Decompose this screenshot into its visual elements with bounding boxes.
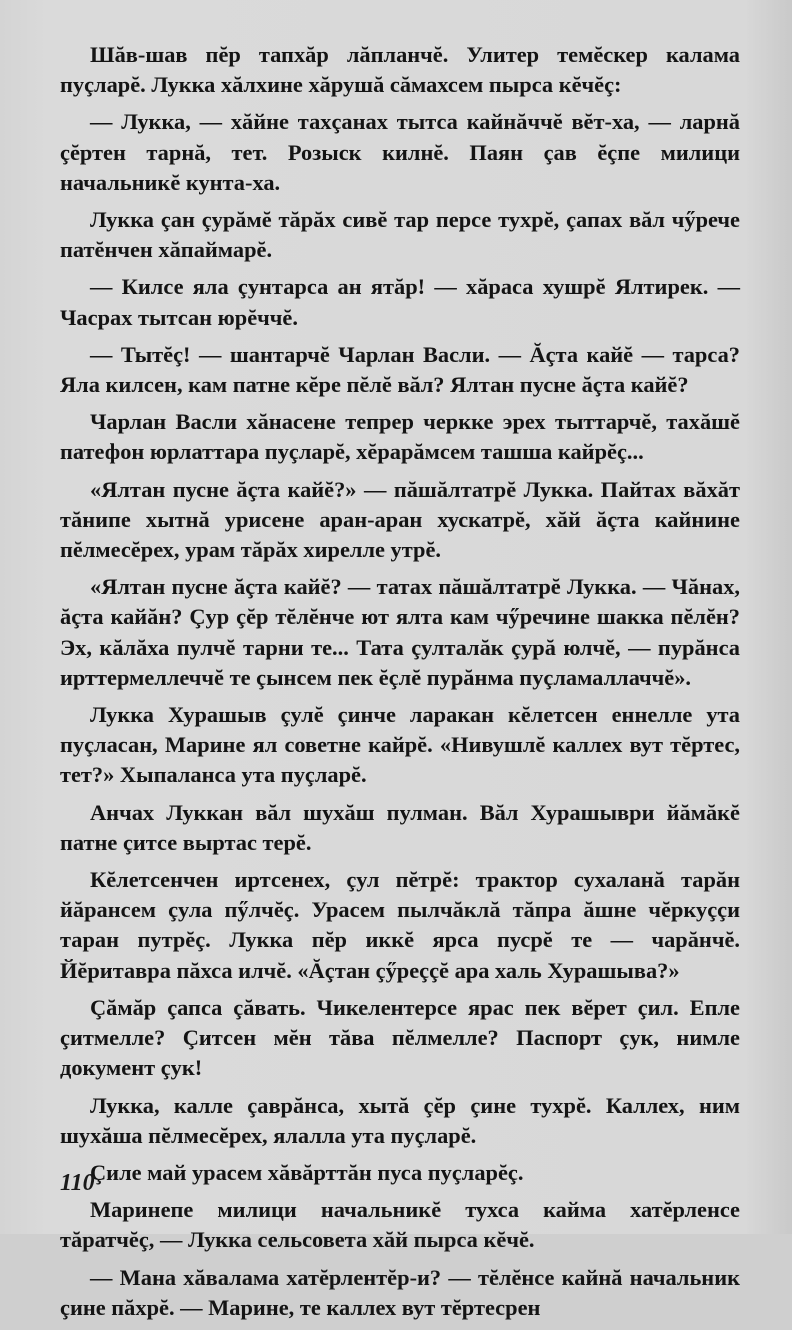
body-text — [60, 40, 740, 1330]
paragraph: — Мана хăвалама хатĕрлентĕр-и? — тĕлĕнсе кайнă начальник çине пăхрĕ. — Марине, те каллех вут тĕртесрен — [60, 1264, 740, 1320]
paragraph: Анчах Луккан вăл шухăш пулман. Вăл Хурашыври йăмăкĕ патне çитсе выртас терĕ. — [60, 799, 740, 855]
paragraph: Маринепе милици начальникĕ тухса кайма хатĕрленсе тăратчĕç, — Лукка сельсовета хăй пырса кĕчĕ. — [60, 1197, 740, 1253]
paragraph: Кĕлетсенчен иртсенех, çул пĕтрĕ: трактор сухаланă тарăн йăрансем çула пӳлчĕç. Урасем пылчăклă тăпра ăшне чĕркуççи таран путрĕç. Лукка пĕр иккĕ ярса пусрĕ те — чарăнчĕ. Йĕритавра пăхса илчĕ. «Ăçтан çӳреççĕ ара халь Хурашыва?» — [60, 867, 740, 983]
page-number: 110 — [60, 1170, 95, 1196]
paragraph: — Лукка, — хăйне тахçанах тытса кайнăччĕ вĕт-ха, — ларнă çĕртен тарнă, тет. Розыск килнĕ. Паян çав ĕçпе милици начальникĕ кунта-ха. — [60, 109, 740, 195]
paragraph: — Тытĕç! — шантарчĕ Чарлан Васли. — Ăçта кайĕ — тарса? Яла килсен, кам патне кĕре пĕлĕ вăл? Ялтан пусне ăçта кайĕ? — [60, 341, 740, 398]
paragraph: Лукка Хурашыв çулĕ çинче ларакан кĕлетсен еннелле ута пуçласан, Марине ял советне кайрĕ. «Нивушлĕ каллех вут тĕртес, тет?» Хыпаланса ута пуçларĕ. — [60, 702, 740, 788]
paragraph: Лукка, калле çаврăнса, хытă çĕр çине тухрĕ. Каллех, ним шухăша пĕлмесĕрех, ялалла ута пуçларĕ. — [60, 1092, 740, 1148]
paragraph: Çăмăр çапса çăвать. Чикелентерсе ярас пек вĕрет çил. Епле çитмелле? Çитсен мĕн тăва пĕлмелле? Паспорт çук, нимле документ çук! — [60, 994, 740, 1081]
paragraph: Лукка çан çурăмĕ тăрăх сивĕ тар персе тухрĕ, çапах вăл чӳрече патĕнчен хăпаймарĕ. — [60, 207, 740, 263]
paragraph: «Ялтан пусне ăçта кайĕ? — татах пăшăлтатрĕ Лукка. — Чăнах, ăçта кайăн? Çур çĕр тĕлĕнче ют ялта кам чӳречине шакка пĕлĕн? Эх, кăлăха пулчĕ тарни те... Тата çулталăк çурă юлчĕ, — пурăнса ирттермеллеччĕ те çынсем пек ĕçлĕ пурăнма пуçламаллаччĕ». — [60, 574, 740, 690]
paragraph: Чарлан Васли хăнасене тепрер черкке эрех тыттарчĕ, тахăшĕ патефон юрлаттара пуçларĕ, хĕрарăмсем ташша кайрĕç... — [60, 409, 740, 465]
paragraph: Шăв-шав пĕр тапхăр лăпланчĕ. Улитер темĕскер калама пуçларĕ. Лукка хăлхине хăрушă сăмахсем пырса кĕчĕç: — [60, 42, 740, 98]
paragraph: «Ялтан пусне ăçта кайĕ?» — пăшăлтатрĕ Лукка. Пайтах вăхăт тăнипе хытнă урисене аран-аран хускатрĕ, хăй ăçта кайнине пĕлмесĕрех, урам тăрăх хирелле утрĕ. — [60, 476, 740, 563]
paragraph: Çиле май урасем хăвăрттăн пуса пуçларĕç. — [90, 1159, 524, 1185]
paragraph: — Килсе яла çунтарса ан ятăр! — хăраса хушрĕ Ялтирек. — Часрах тытсан юрĕччĕ. — [60, 274, 740, 330]
